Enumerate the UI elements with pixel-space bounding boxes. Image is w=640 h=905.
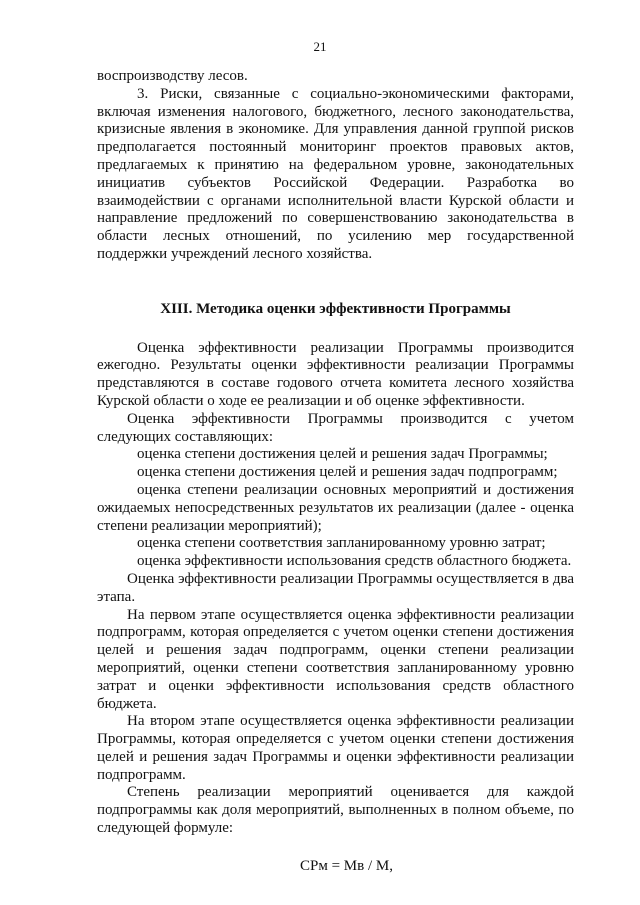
list-item-budget: оценка эффективности использования средств областного бюджета. [137, 553, 572, 570]
page-number: 21 [313, 39, 327, 54]
list-item-subprogram-goals: оценка степени достижения целей и решения задач подпрограмм; [137, 464, 558, 481]
document-body [97, 68, 574, 876]
paragraph-first-stage: На первом этапе осуществляется оценка эффективности реализации подпрограмм, которая определяется с учетом оценки степени достижения целей и решения задач подпрограмм, оценки степени реализации мероприятий, оценки степени соответствия запланированному уровню затрат и оценки эффективности использования средств областного бюджета. [97, 606, 574, 712]
paragraph-formula-intro: Степень реализации мероприятий оценивается для каждой подпрограммы как доля мероприятий, выполненных в полном объеме, по следующей формуле: [97, 784, 574, 837]
paragraph-components-intro: Оценка эффективности Программы производится с учетом следующих составляющих: [97, 410, 574, 445]
paragraph-risks-3: 3. Риски, связанные с социально-экономическими факторами, включая изменения налогового, бюджетного, лесного законодательства, кризисные явления в экономике. Для управления данной группой рисков предполагается постоянный мониторинг проектов правовых актов, предлагаемых к принятию на федеральном уровне, законодательных инициатив субъектов Российской Федерации. Разработка во взаимодействии с органами исполнительной власти Курской области и направление предложений по совершенствованию законодательства в области лесных отношений, по усилению мер государственной поддержки учреждений лесного хозяйства. [97, 85, 574, 262]
section-heading: XIII. Методика оценки эффективности Программы [160, 300, 511, 317]
paragraph-evaluation-intro: Оценка эффективности реализации Программы производится ежегодно. Результаты оценки эффективности реализации Программы представляются в составе годового отчета комитета лесного хозяйства Курской области о ходе ее реализации и об оценке эффективности. [97, 339, 574, 409]
formula: СРм = Мв / М, [300, 857, 393, 874]
paragraph-two-stages: Оценка эффективности реализации Программы осуществляется в два этапа. [97, 570, 574, 605]
paragraph-continuation: воспроизводству лесов. [97, 68, 248, 84]
list-item-costs: оценка степени соответствия запланированному уровню затрат; [137, 535, 546, 552]
list-item-program-goals: оценка степени достижения целей и решения задач Программы; [137, 446, 548, 463]
paragraph-second-stage: На втором этапе осуществляется оценка эффективности реализации Программы, которая определяется с учетом оценки степени достижения целей и решения задач Программы и оценки эффективности реализации подпрограмм. [97, 713, 574, 783]
list-item-measures: оценка степени реализации основных мероприятий и достижения ожидаемых непосредственных результатов их реализации (далее - оценка степени реализации мероприятий); [97, 481, 574, 534]
